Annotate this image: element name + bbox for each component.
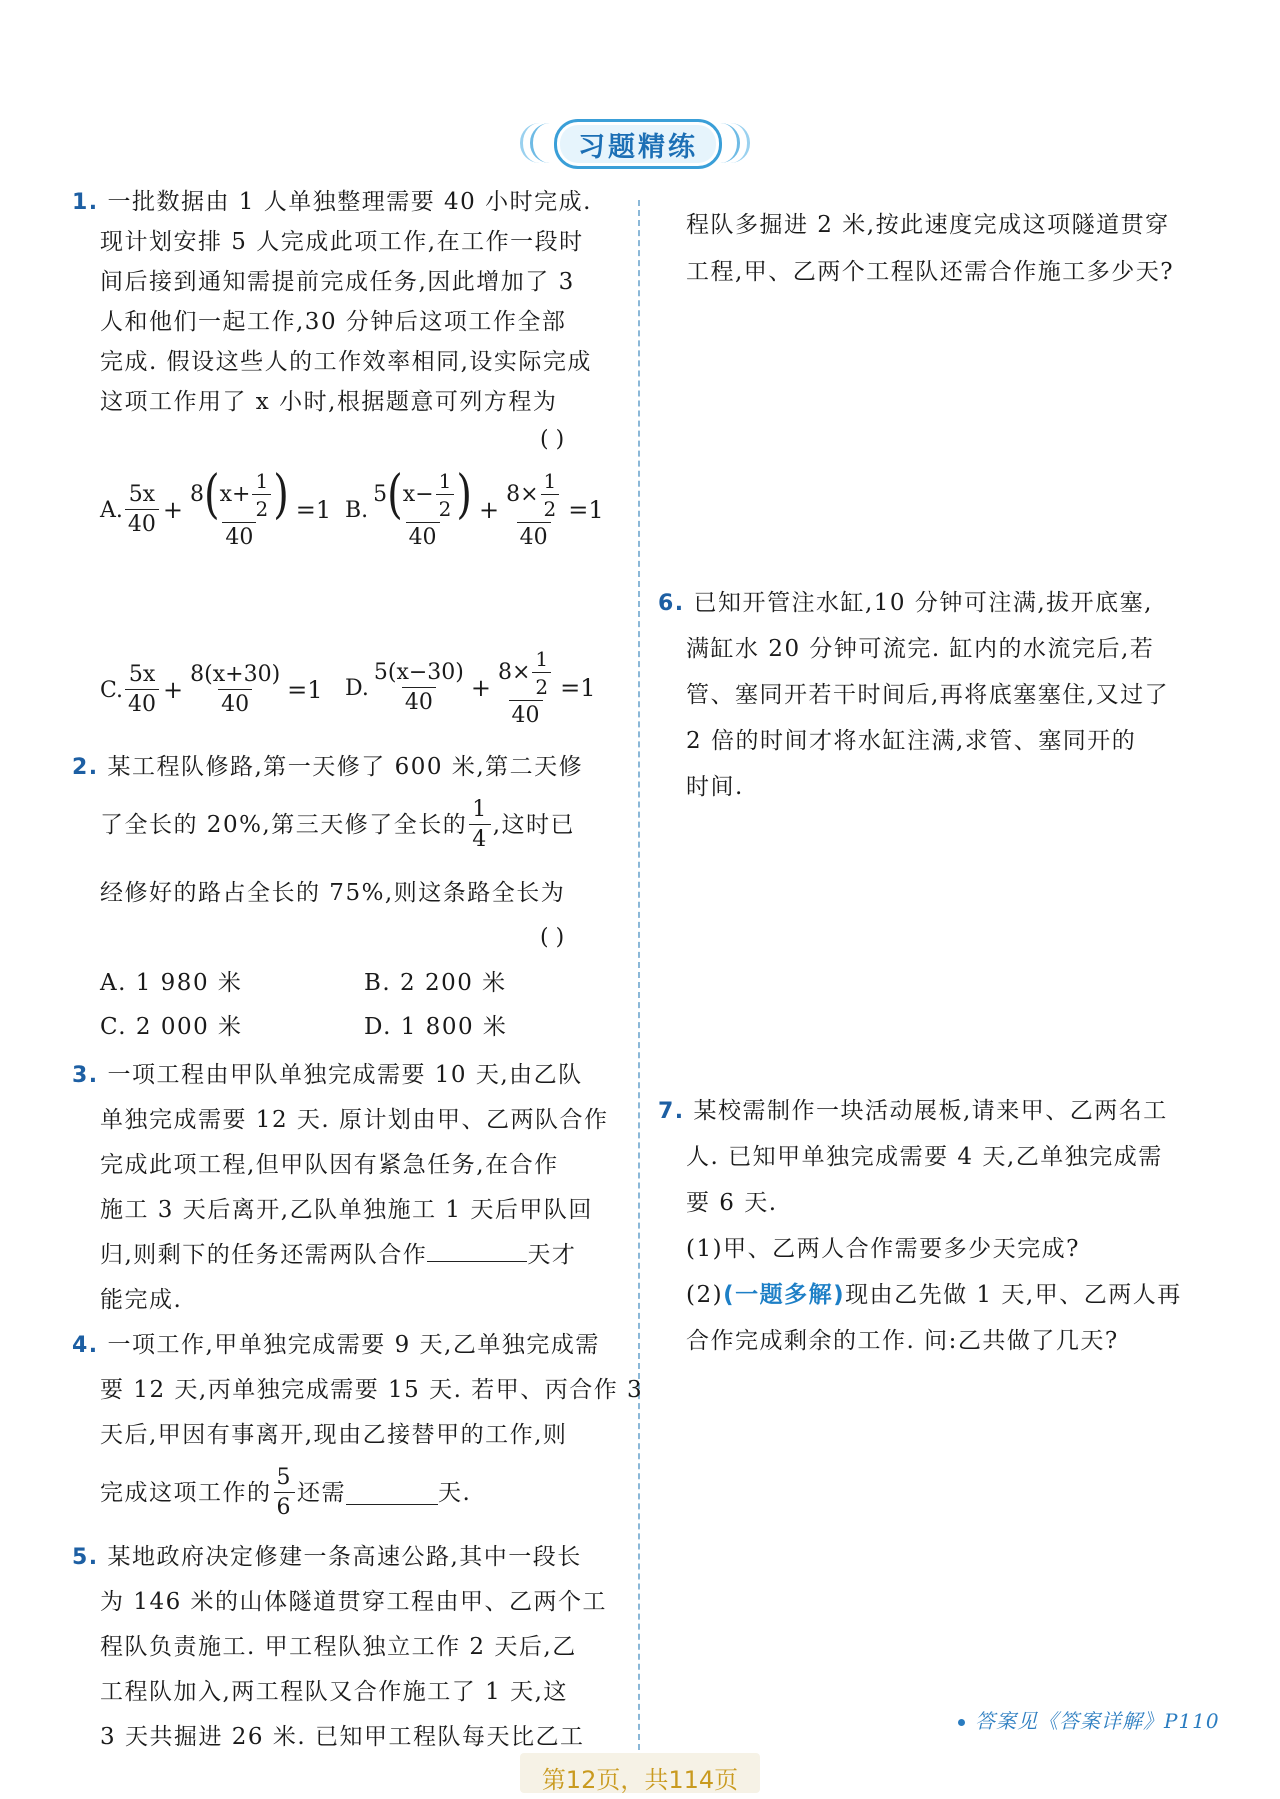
question-number: 4. bbox=[72, 1333, 99, 1358]
question-line: 完成这项工作的 $\frac{5}{6}$ 还需 天. bbox=[100, 1465, 472, 1520]
option-a: A. 1 980 米 bbox=[100, 970, 243, 996]
question-line: 2. 某工程队修路,第一天修了 600 米,第二天修 bbox=[72, 754, 584, 780]
question-number: 7. bbox=[658, 1099, 685, 1124]
question-line: 1. 一批数据由 1 人单独整理需要 40 小时完成. bbox=[72, 189, 592, 215]
option-b: B. 5 ( x− $\frac{1}{2}$ ) 40 + 8× $\frac{1}{2}$ 40 =1 bbox=[345, 465, 604, 550]
section-title-banner bbox=[520, 115, 750, 171]
answer-blank[interactable] bbox=[427, 1261, 527, 1262]
option-a: A. $\frac{5x}{40}$ + 8 ( x+ $\frac{1}{2}$ ) 40 =1 bbox=[100, 465, 332, 550]
question-line: 人. 已知甲单独完成需要 4 天,乙单独完成需 bbox=[686, 1144, 1163, 1170]
section-title: 习题精练 bbox=[554, 119, 722, 169]
page-indicator: 第12页，共114页 bbox=[541, 1766, 739, 1794]
question-line: 能完成. bbox=[100, 1287, 183, 1313]
sub-question-1: (1)甲、乙两人合作需要多少天完成? bbox=[686, 1236, 1080, 1262]
option-d: D. 1 800 米 bbox=[364, 1014, 508, 1040]
question-line: 天后,甲因有事离开,现由乙接替甲的工作,则 bbox=[100, 1422, 568, 1448]
question-line: 完成. 假设这些人的工作效率相同,设实际完成 bbox=[100, 349, 592, 375]
question-line: 人和他们一起工作,30 分钟后这项工作全部 bbox=[100, 309, 567, 335]
answer-parentheses: ( ) bbox=[540, 427, 565, 452]
multi-solution-tag: (一题多解) bbox=[723, 1282, 846, 1308]
question-number: 1. bbox=[72, 190, 99, 215]
question-line: 程队负责施工. 甲工程队独立工作 2 天后,乙 bbox=[100, 1634, 577, 1660]
question-line: 程队多掘进 2 米,按此速度完成这项隧道贯穿 bbox=[686, 212, 1170, 238]
question-number: 5. bbox=[72, 1545, 99, 1570]
question-line: 工程,甲、乙两个工程队还需合作施工多少天? bbox=[686, 259, 1175, 285]
option-d: D. $\frac{5(x-30)}{40}$ + 8× $\frac{1}{2}$ 40 =1 bbox=[345, 647, 596, 728]
question-line: 施工 3 天后离开,乙队单独施工 1 天后甲队回 bbox=[100, 1197, 593, 1223]
option-b: B. 2 200 米 bbox=[364, 970, 507, 996]
column-divider bbox=[638, 200, 640, 1760]
question-line: 4. 一项工作,甲单独完成需要 9 天,乙单独完成需 bbox=[72, 1332, 600, 1358]
question-line: 满缸水 20 分钟可流完. 缸内的水流完后,若 bbox=[686, 636, 1155, 662]
question-line: 间后接到通知需提前完成任务,因此增加了 3 bbox=[100, 269, 575, 295]
question-line: 时间. bbox=[686, 774, 744, 800]
question-line: 为 146 米的山体隧道贯穿工程由甲、乙两个工 bbox=[100, 1589, 608, 1615]
bullet-icon bbox=[958, 1719, 965, 1726]
question-line: 2 倍的时间才将水缸注满,求管、塞同开的 bbox=[686, 728, 1137, 754]
question-line: 要 6 天. bbox=[686, 1190, 778, 1216]
question-line: 单独完成需要 12 天. 原计划由甲、乙两队合作 bbox=[100, 1107, 609, 1133]
option-c: C. $\frac{5x}{40}$ + $\frac{8(x+30)}{40}$ =1 bbox=[100, 662, 323, 717]
question-line: 合作完成剩余的工作. 问:乙共做了几天? bbox=[686, 1328, 1119, 1354]
answer-parentheses: ( ) bbox=[540, 925, 565, 950]
question-line: 要 12 天,丙单独完成需要 15 天. 若甲、丙合作 3 bbox=[100, 1377, 644, 1403]
answer-reference: 答案见《答案详解》P110 bbox=[958, 1705, 1220, 1734]
question-line: 3 天共掘进 26 米. 已知甲工程队每天比乙工 bbox=[100, 1724, 585, 1750]
question-line: 工程队加入,两工程队又合作施工了 1 天,这 bbox=[100, 1679, 568, 1705]
question-number: 3. bbox=[72, 1063, 99, 1088]
answer-blank[interactable] bbox=[346, 1482, 438, 1505]
question-line: 现计划安排 5 人完成此项工作,在工作一段时 bbox=[100, 229, 584, 255]
question-line: 这项工作用了 x 小时,根据题意可列方程为 bbox=[100, 389, 558, 415]
option-c: C. 2 000 米 bbox=[100, 1014, 243, 1040]
question-number: 6. bbox=[658, 591, 685, 616]
question-line: 经修好的路占全长的 75%,则这条路全长为 bbox=[100, 880, 566, 906]
question-line: 归,则剩下的任务还需两队合作 天才 bbox=[100, 1242, 577, 1268]
question-line: 管、塞同开若干时间后,再将底塞塞住,又过了 bbox=[686, 682, 1170, 708]
question-line: 6. 已知开管注水缸,10 分钟可注满,拔开底塞, bbox=[658, 590, 1153, 616]
question-line: 7. 某校需制作一块活动展板,请来甲、乙两名工 bbox=[658, 1098, 1168, 1124]
sub-question-2: (2)(一题多解)现由乙先做 1 天,甲、乙两人再 bbox=[686, 1282, 1182, 1308]
question-line: 完成此项工程,但甲队因有紧急任务,在合作 bbox=[100, 1152, 559, 1178]
question-number: 2. bbox=[72, 755, 99, 780]
question-line: 3. 一项工程由甲队单独完成需要 10 天,由乙队 bbox=[72, 1062, 583, 1088]
question-line: 5. 某地政府决定修建一条高速公路,其中一段长 bbox=[72, 1544, 582, 1570]
question-line: 了全长的 20%,第三天修了全长的 $\frac{1}{4}$ ,这时已 bbox=[100, 797, 576, 852]
